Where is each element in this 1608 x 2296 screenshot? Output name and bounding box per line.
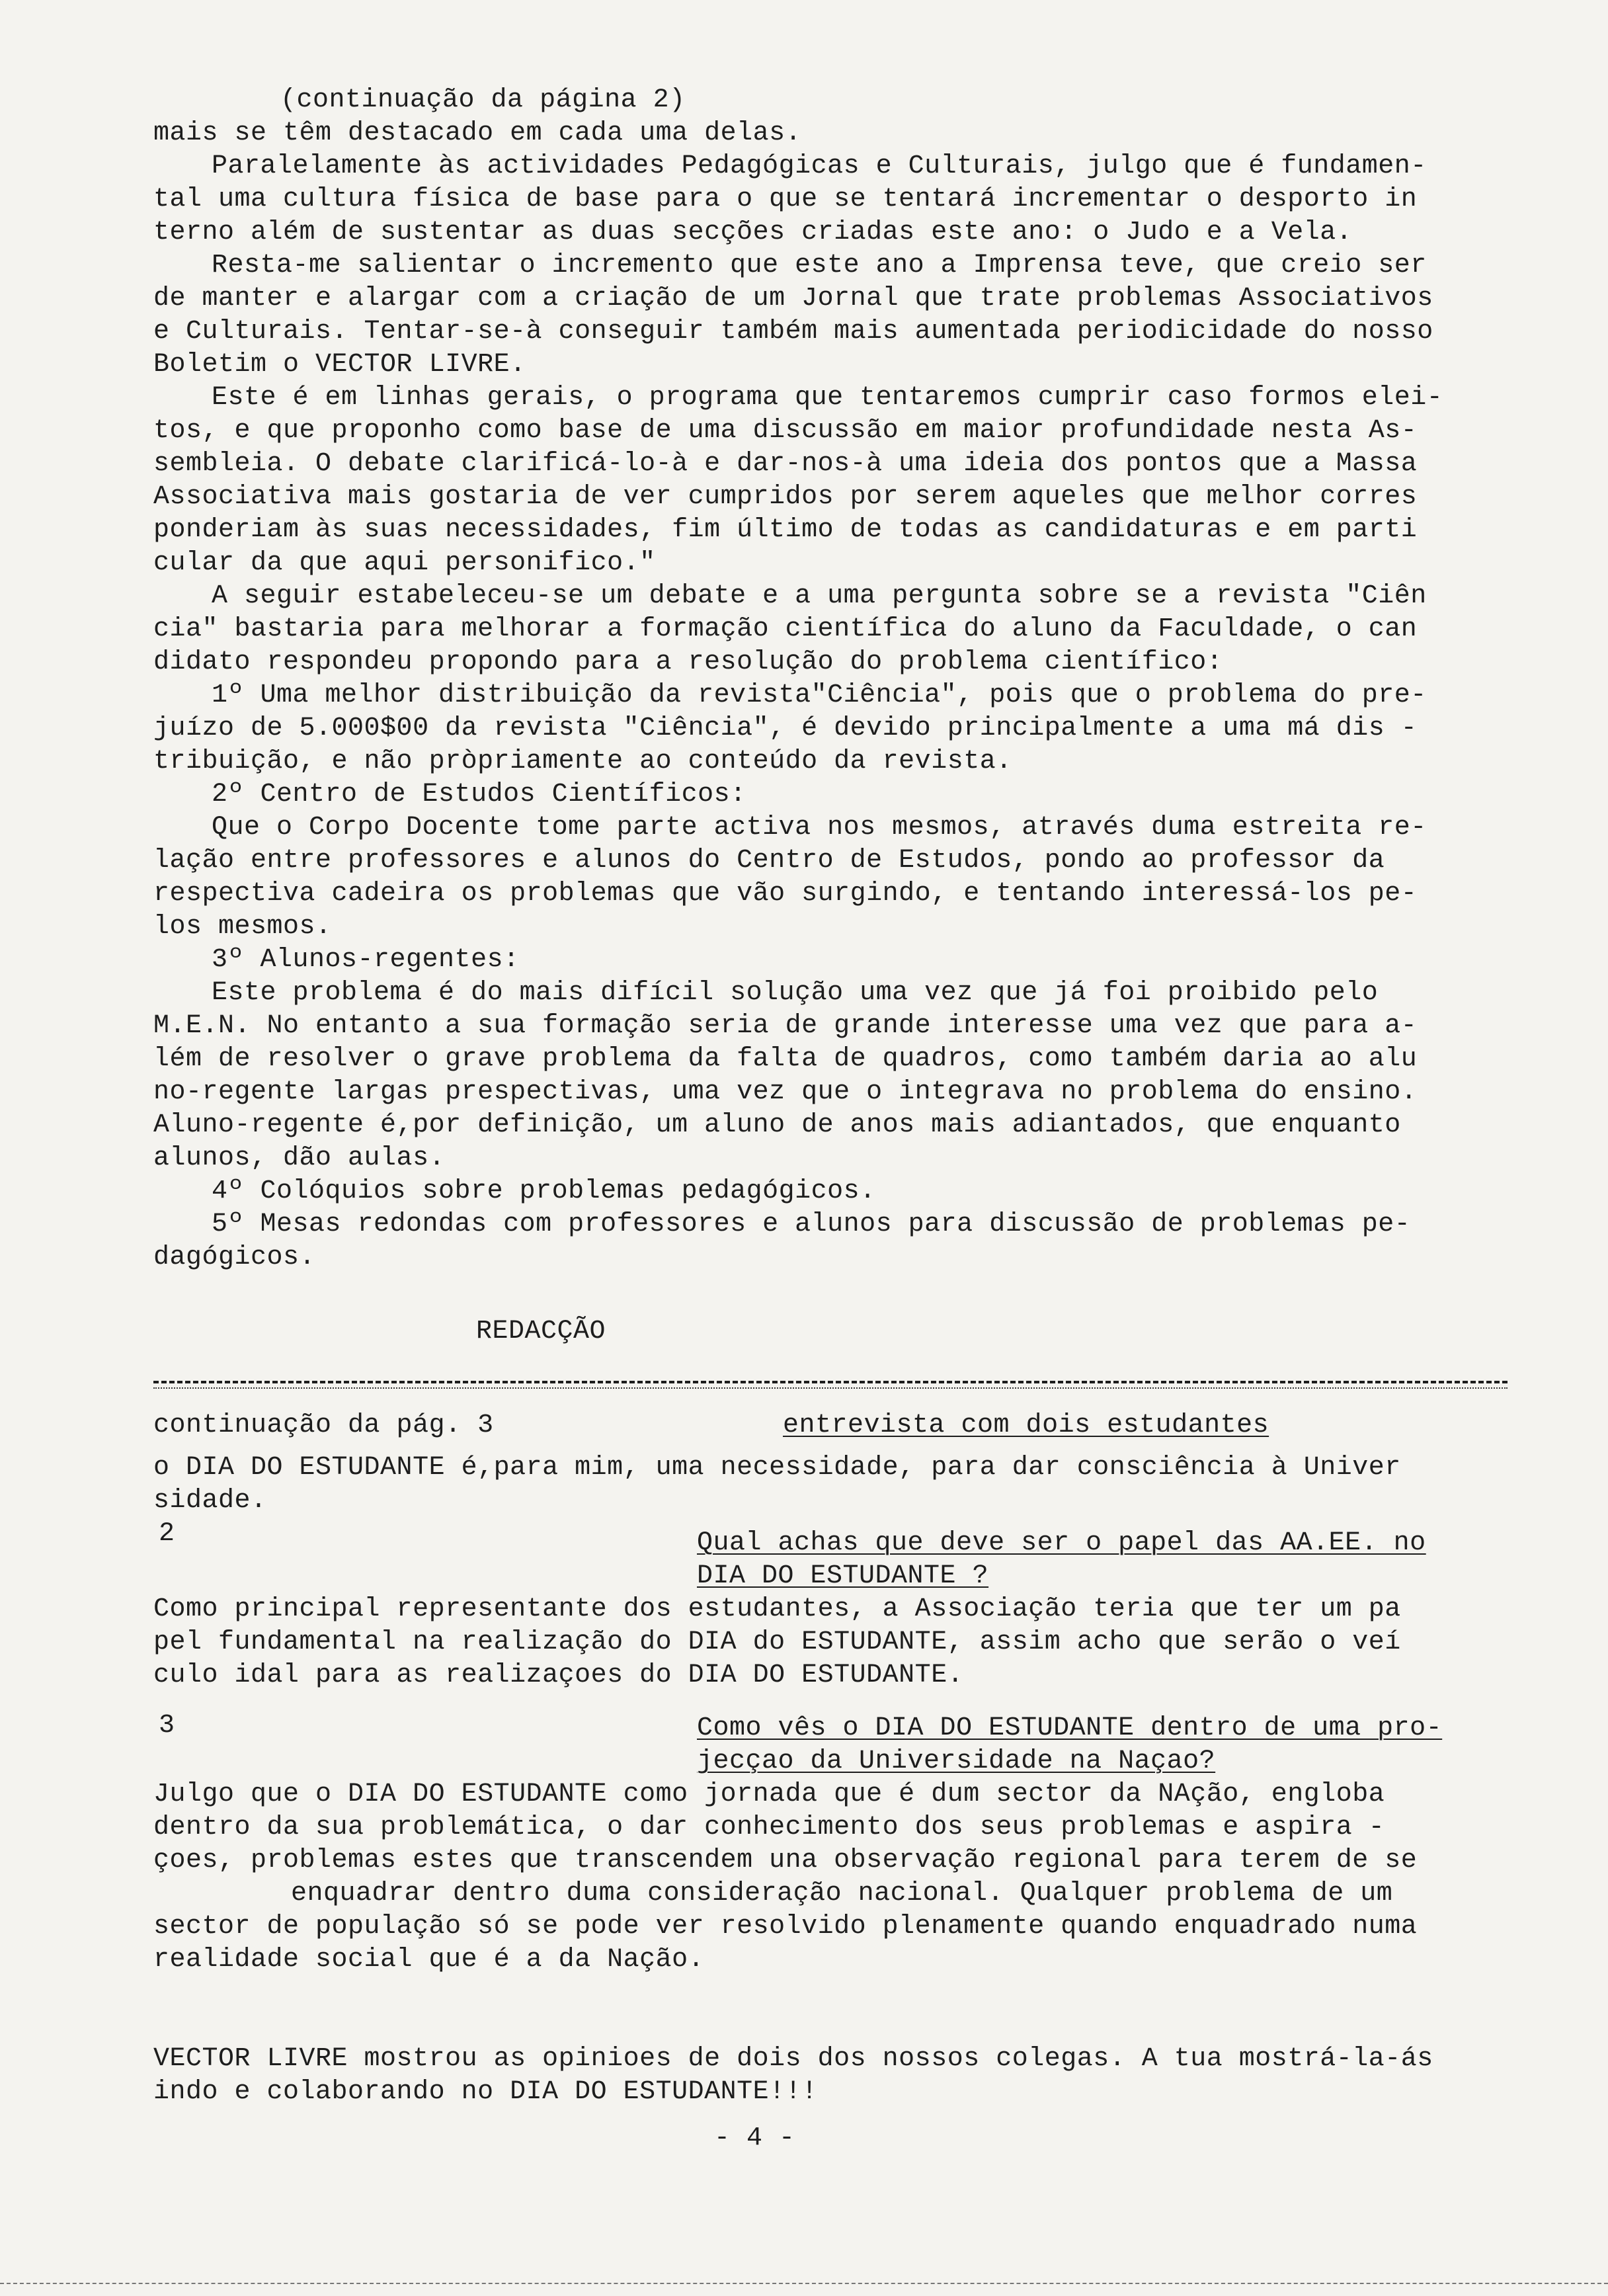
text-line: M.E.N. No entanto a sua formação seria de grande interesse uma vez que para a-	[153, 1011, 1418, 1041]
text-line: tribuição, e não pròpriamente ao conteúdo da revista.	[153, 747, 1012, 776]
text-line: juízo de 5.000$00 da revista "Ciência", é devido principalmente a uma má dis -	[153, 714, 1418, 743]
answer-line: Julgo que o DIA DO ESTUDANTE como jornada que é dum sector da NAção, engloba	[153, 1780, 1385, 1809]
text-line: Aluno-regente é,por definição, um aluno de anos mais adiantados, que enquanto	[153, 1110, 1401, 1140]
text-line: cular da que aqui personifico."	[153, 548, 656, 578]
answer-line: dentro da sua problemática, o dar conhecimento dos seus problemas e aspira -	[153, 1813, 1385, 1842]
text-line: terno além de sustentar as duas secções criadas este ano: o Judo e a Vela.	[153, 218, 1353, 247]
text-line: dagógicos.	[153, 1243, 316, 1272]
text-line: Este é em linhas gerais, o programa que tentaremos cumprir caso formos elei-	[212, 383, 1443, 413]
question-line: jecçao da Universidade na Naçao?	[697, 1746, 1216, 1776]
text-line: didato respondeu propondo para a resolução do problema científico:	[153, 647, 1223, 677]
answer-line: çoes, problemas estes que transcendem una observação regional para terem de se	[153, 1846, 1418, 1875]
text-line: los mesmos.	[153, 912, 332, 942]
text-line: ponderiam às suas necessidades, fim último de todas as candidaturas e em parti	[153, 515, 1418, 545]
text-line: tos, e que proponho como base de uma discussão em maior profundidade nesta As-	[153, 416, 1418, 446]
text-line: cia" bastaria para melhorar a formação científica do aluno da Faculdade, o can	[153, 614, 1418, 644]
text-line: tal uma cultura física de base para o que se tentará incrementar o desporto in	[153, 184, 1418, 214]
closing-line: VECTOR LIVRE mostrou as opinioes de dois dos nossos colegas. A tua mostrá-la-ás	[153, 2044, 1433, 2074]
answer-line: realidade social que é a da Nação.	[153, 1945, 705, 1975]
text-line: lação entre professores e alunos do Centro de Estudos, pondo ao professor da	[153, 846, 1385, 876]
signature: REDACÇÃO	[476, 1317, 606, 1346]
closing-line: indo e colaborando no DIA DO ESTUDANTE!!!	[153, 2077, 818, 2107]
question-number: 3	[159, 1711, 175, 1741]
answer-line: Como principal representante dos estudantes, a Associação teria que ter um pa	[153, 1594, 1401, 1624]
text-line: e Culturais. Tentar-se-à conseguir também mais aumentada periodicidade do nosso	[153, 317, 1433, 347]
text-line: Que o Corpo Docente tome parte activa nos mesmos, através duma estreita re-	[212, 813, 1427, 842]
page-number: - 4 -	[714, 2123, 795, 2153]
question-line: Qual achas que deve ser o papel das AA.EE. no	[697, 1528, 1426, 1558]
section-divider-secondary	[153, 1387, 1508, 1389]
text-line: 3º Alunos-regentes:	[212, 945, 520, 975]
text-line: alunos, dão aulas.	[153, 1143, 446, 1173]
page-edge-line	[0, 2283, 1608, 2284]
text-line: Boletim o VECTOR LIVRE.	[153, 350, 526, 380]
answer-line: sidade.	[153, 1486, 267, 1516]
text-line: respectiva cadeira os problemas que vão surgindo, e tentando interessá-los pe-	[153, 879, 1418, 909]
answer-line: pel fundamental na realização do DIA do ESTUDANTE, assim acho que serão o veí	[153, 1627, 1401, 1657]
text-line: de manter e alargar com a criação de um Jornal que trate problemas Associativos	[153, 284, 1433, 313]
text-line: Este problema é do mais difícil solução uma vez que já foi proibido pelo	[212, 978, 1379, 1008]
continuation-note: (continuação da página 2)	[280, 85, 686, 115]
interview-heading: entrevista com dois estudantes	[783, 1411, 1269, 1440]
continuation-label: continuação da pág. 3	[153, 1411, 494, 1440]
answer-line: sector de população só se pode ver resolvido plenamente quando enquadrado numa	[153, 1912, 1418, 1942]
text-line: Resta-me salientar o incremento que este ano a Imprensa teve, que creio ser	[212, 251, 1427, 280]
question-number: 2	[159, 1519, 175, 1549]
question-line: DIA DO ESTUDANTE ?	[697, 1561, 989, 1591]
answer-line: o DIA DO ESTUDANTE é,para mim, uma necessidade, para dar consciência à Univer	[153, 1453, 1401, 1483]
section-divider	[153, 1381, 1508, 1383]
text-line: 4º Colóquios sobre problemas pedagógicos.	[212, 1176, 876, 1206]
answer-line: culo idal para as realizaçoes do DIA DO ESTUDANTE.	[153, 1660, 964, 1690]
text-line: 5º Mesas redondas com professores e alunos para discussão de problemas pe-	[212, 1210, 1411, 1239]
text-line: 1º Uma melhor distribuição da revista"Ciência", pois que o problema do pre-	[212, 680, 1427, 710]
text-line: 2º Centro de Estudos Científicos:	[212, 780, 746, 809]
text-line: A seguir estabeleceu-se um debate e a uma pergunta sobre se a revista "Ciên	[212, 581, 1427, 611]
text-line: mais se têm destacado em cada uma delas.	[153, 118, 802, 148]
text-line: sembleia. O debate clarificá-lo-à e dar-nos-à uma ideia dos pontos que a Massa	[153, 449, 1418, 479]
text-line: lém de resolver o grave problema da falta de quadros, como também daria ao alu	[153, 1044, 1418, 1074]
answer-line: enquadrar dentro duma consideração nacional. Qualquer problema de um	[291, 1879, 1393, 1908]
question-line: Como vês o DIA DO ESTUDANTE dentro de uma pro-	[697, 1713, 1443, 1743]
text-line: Associativa mais gostaria de ver cumpridos por serem aqueles que melhor corres	[153, 482, 1418, 512]
text-line: no-regente largas prespectivas, uma vez que o integrava no problema do ensino.	[153, 1077, 1418, 1107]
text-line: Paralelamente às actividades Pedagógicas e Culturais, julgo que é fundamen-	[212, 151, 1427, 181]
